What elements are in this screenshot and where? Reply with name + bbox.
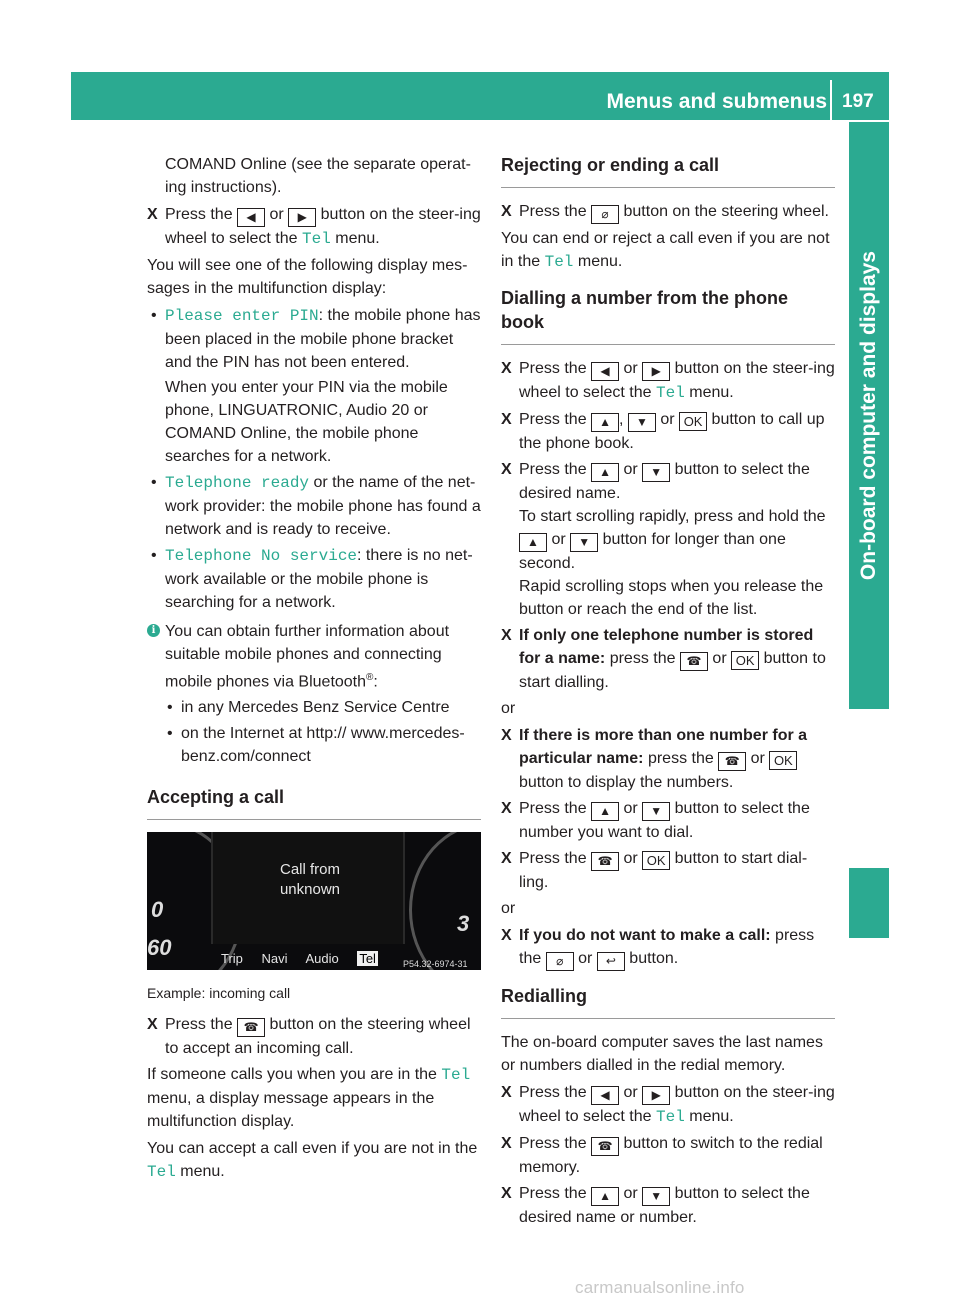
display-message-item: • Please enter PIN: the mobile phone has been placed in the mobile phone bracket and the PIN has not been entered. When you enter your PIN via the mobile phone, LINGUATRONIC, Audio 20 or COMAND Online, the mobile phone searches for a network. (147, 304, 481, 468)
step-arrow-icon: X (501, 1084, 512, 1101)
step-arrow-icon: X (501, 727, 512, 744)
display-message-code: Telephone No service (165, 547, 358, 565)
menu-tab-trip: Trip (221, 951, 243, 967)
image-code: P54.32-6974-31 (403, 959, 468, 970)
left-button-icon: ◀ (591, 362, 619, 381)
down-button-icon: ▼ (642, 802, 670, 821)
menu-tab-tel: Tel (359, 951, 376, 967)
display-message-note: When you enter your PIN via the mobile phone, LINGUATRONIC, Audio 20 or COMAND Online, the mobile phone searches for a network. (165, 379, 448, 465)
page-number: 197 (842, 91, 874, 112)
step-arrow-icon: X (501, 411, 512, 428)
section-heading-redialling: Redialling (501, 984, 835, 1019)
instruction-step: X Press the ☎ button to switch to the redial memory. (501, 1132, 835, 1179)
step-arrow-icon: X (501, 800, 512, 817)
display-message-code: Please enter PIN (165, 307, 319, 325)
ok-button-icon: OK (769, 751, 797, 770)
or-separator: or (501, 700, 516, 717)
info-list-item: • on the Internet at http:// www.mercedes-benz.com/connect (147, 722, 481, 768)
up-button-icon: ▲ (519, 533, 547, 552)
info-list-item: • in any Mercedes Benz Service Centre (147, 696, 481, 719)
left-button-icon: ◀ (591, 1086, 619, 1105)
instruction-step: X Press the ▲ or ▼ button to select the desired name or number. (501, 1182, 835, 1229)
gauge-number: 3 (457, 911, 470, 937)
instruction-step: X Press the ◀ or ▶ button on the steer-ing wheel to select the Tel menu. (501, 1081, 835, 1129)
right-button-icon: ▶ (642, 362, 670, 381)
menu-name-tel: Tel (147, 1163, 176, 1182)
down-button-icon: ▼ (628, 413, 656, 432)
step-arrow-icon: X (501, 360, 512, 377)
instruction-step: X Press the ▲ , ▼ or OK button to call up the phone book. (501, 408, 835, 455)
display-intro: You will see one of the following display mes-sages in the multifunction display: (147, 257, 468, 297)
section-heading-rejecting: Rejecting or ending a call (501, 153, 835, 188)
display-message-item: • Telephone ready or the name of the net-work provider: the mobile phone has found a network and is ready to receive. (147, 471, 481, 541)
paragraph: You can accept a call even if you are not in the Tel menu. (147, 1140, 478, 1182)
display-message-code: Telephone ready (165, 474, 310, 492)
gauge-number: 0 (151, 897, 164, 923)
menu-name-tel: Tel (655, 1108, 685, 1126)
right-button-icon: ▶ (642, 1086, 670, 1105)
chapter-tab-label: On-board computer and displays (857, 250, 880, 581)
phone-button-icon: ☎ (237, 1018, 265, 1037)
menu-name-tel: Tel (441, 1066, 471, 1085)
step-arrow-icon: X (501, 203, 512, 220)
ok-button-icon: OK (731, 651, 759, 670)
instruction-step: X If there is more than one number for a particular name: press the ☎ or OK button to display the numbers. (501, 724, 835, 794)
step-arrow-icon: X (501, 1135, 512, 1152)
up-button-icon: ▲ (591, 1187, 619, 1206)
down-button-icon: ▼ (642, 1187, 670, 1206)
step-arrow-icon: X (501, 461, 512, 478)
header-divider (830, 80, 832, 120)
phone-button-icon: ☎ (680, 652, 708, 671)
ok-button-icon: OK (679, 412, 707, 431)
phone-button-icon: ☎ (591, 1137, 619, 1156)
chapter-tab-label-wrap (849, 122, 889, 709)
instruction-step: X Press the ◀ or ▶ button on the steer-ing wheel to select the Tel menu. (147, 203, 481, 251)
bullet-icon: • (151, 547, 157, 564)
instruction-step: X If you do not want to make a call: press the ⌀ or ↩ button. (501, 924, 835, 971)
right-column (501, 153, 835, 1232)
instruction-step: X Press the ▲ or ▼ button to select the desired name. To start scrolling rapidly, press and hold the ▲ or ▼ button for longer than one second. Rapid scrolling stops when you release the button or reach the end of the list. (501, 458, 835, 621)
instruction-step: X Press the ◀ or ▶ button on the steer-ing wheel to select the Tel menu. (501, 357, 835, 405)
section-heading-accepting: Accepting a call (147, 785, 481, 820)
step-arrow-icon: X (501, 850, 512, 867)
instruction-step: X Press the ▲ or ▼ button to select the number you want to dial. (501, 797, 835, 844)
hang-up-button-icon: ⌀ (591, 205, 619, 224)
right-button-icon: ▶ (288, 208, 316, 227)
instruction-step: X Press the ⌀ button on the steering wheel. (501, 200, 835, 224)
page-section-title: Menus and submenus (606, 90, 827, 113)
instrument-cluster-image (147, 832, 481, 970)
intro-line: COMAND Online (see the separate operat-ing instructions). (165, 156, 471, 196)
up-button-icon: ▲ (591, 802, 619, 821)
step-arrow-icon: X (147, 206, 158, 223)
bullet-icon: • (151, 307, 157, 324)
chapter-marker (849, 868, 889, 938)
bullet-icon: • (167, 699, 173, 717)
menu-name-tel: Tel (655, 384, 685, 402)
paragraph: The on-board computer saves the last names or numbers dialled in the redial memory. (501, 1034, 823, 1074)
display-message-item: • Telephone No service: there is no net-work available or the mobile phone is searching for a network. (147, 544, 481, 614)
step-arrow-icon: X (501, 927, 512, 944)
back-button-icon: ↩ (597, 952, 625, 971)
step-arrow-icon: X (501, 627, 512, 644)
instruction-step: X Press the ☎ or OK button to start dial-ling. (501, 847, 835, 894)
step-arrow-icon: X (501, 1185, 512, 1202)
incoming-call-message: Call from unknown (279, 861, 341, 899)
up-button-icon: ▲ (591, 413, 619, 432)
ok-button-icon: OK (642, 851, 670, 870)
paragraph: You can end or reject a call even if you are not in the Tel menu. (501, 230, 830, 271)
bullet-icon: • (167, 725, 173, 743)
info-icon: i (147, 624, 160, 637)
left-column (147, 153, 481, 1188)
hang-up-button-icon: ⌀ (546, 952, 574, 971)
menu-tab-navi: Navi (261, 951, 288, 967)
bullet-icon: • (151, 474, 157, 491)
section-heading-dialling: Dialling a number from the phone book (501, 286, 835, 345)
watermark: carmanualsonline.info (575, 1278, 745, 1297)
image-caption: Example: incoming call (147, 985, 291, 1002)
gauge-number: 60 (147, 935, 172, 961)
instruction-step: X If only one telephone number is stored for a name: press the ☎ or OK button to start dialling. (501, 624, 835, 694)
step-arrow-icon: X (147, 1016, 158, 1034)
menu-name-tel: Tel (544, 253, 574, 271)
down-button-icon: ▼ (642, 463, 670, 482)
down-button-icon: ▼ (570, 533, 598, 552)
up-button-icon: ▲ (591, 463, 619, 482)
left-button-icon: ◀ (237, 208, 265, 227)
phone-button-icon: ☎ (591, 852, 619, 871)
phone-button-icon: ☎ (718, 752, 746, 771)
paragraph: If someone calls you when you are in the Tel menu, a display message appears in the multifunction display. (147, 1066, 471, 1131)
info-note: i You can obtain further information about suitable mobile phones and connecting mobile phones via Bluetooth®: (147, 620, 481, 693)
instruction-step: X Press the ☎ button on the steering wheel to accept an incoming call. (147, 1013, 481, 1060)
menu-tab-audio: Audio (305, 951, 339, 967)
menu-name-tel: Tel (301, 230, 331, 248)
or-separator: or (501, 900, 516, 917)
